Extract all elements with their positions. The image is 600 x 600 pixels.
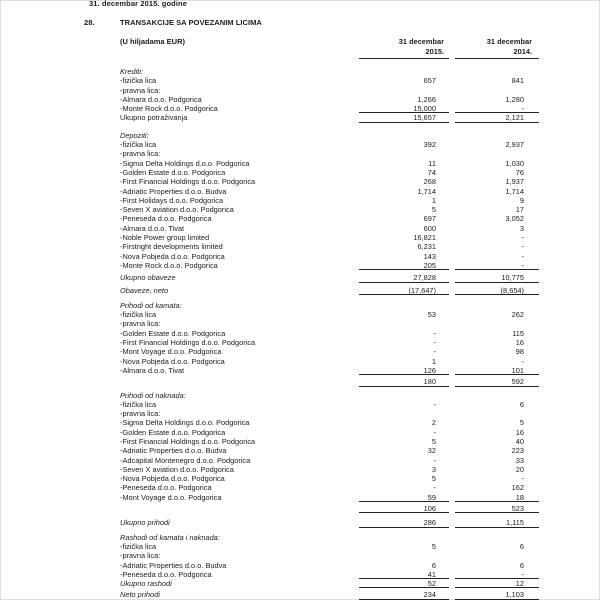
- table-row: [120, 377, 539, 386]
- row-label: -Almara d.o.o. Tivat: [120, 223, 185, 233]
- row-label: -fizička lica: [120, 140, 157, 150]
- column-header-2014-line1: 31 decembar: [486, 37, 532, 46]
- value-2015: 106: [359, 504, 449, 513]
- value-2014: 3,052: [505, 214, 524, 224]
- table-row: [120, 551, 539, 560]
- value-2015: 27,828: [359, 273, 449, 282]
- value-2014: 6: [519, 399, 524, 409]
- column-header-2015-line1: 31 decembar: [398, 37, 444, 46]
- value-2015: -: [433, 338, 436, 348]
- row-label: -fizička lica: [120, 541, 157, 551]
- value-2014: 2,121: [455, 113, 539, 122]
- value-2015: 32: [427, 446, 436, 456]
- table-row: [120, 400, 539, 409]
- value-2015: [359, 149, 449, 158]
- row-label: -Golden Estate d.o.o. Podgorica: [120, 167, 226, 177]
- row-label: -Nova Pobjeda d.o.o. Podgorica: [120, 356, 225, 366]
- row-label: -Adriatic Properties d.o.o. Budva: [120, 186, 227, 196]
- value-2014: -: [521, 251, 524, 261]
- value-2015: 1: [431, 356, 436, 366]
- value-2014: -: [455, 261, 539, 270]
- row-label: -Firstright developments limited: [120, 242, 223, 252]
- row-label: Ukupno prihodi: [120, 518, 170, 528]
- value-2015: [359, 131, 449, 140]
- value-2015: 41: [359, 570, 449, 579]
- table-row: [120, 196, 539, 205]
- table-row: [120, 67, 539, 76]
- row-label: -Peneseda d.o.o. Podgorica: [120, 214, 212, 224]
- row-label: -Nova Pobjeda d.o.o. Podgorica: [120, 474, 225, 484]
- table-row: [120, 446, 539, 455]
- table-row: [120, 205, 539, 214]
- value-2014: -: [455, 104, 539, 113]
- row-label: -Adriatic Properties d.o.o. Budva: [120, 446, 227, 456]
- row-label: -pravna lica:: [120, 149, 161, 159]
- column-header-2015: [359, 37, 449, 59]
- section-number: 28.: [84, 18, 95, 27]
- value-2014: 10,775: [455, 273, 539, 282]
- value-2014: 1,030: [505, 158, 524, 168]
- value-2014: 16: [515, 338, 524, 348]
- column-header-2014-line2: 2014.: [513, 46, 532, 56]
- row-label: Prihodi od kamata:: [120, 300, 182, 310]
- row-label: -First Financial Holdings d.o.o. Podgorica: [120, 177, 256, 187]
- row-label: -Golden Estate d.o.o. Podgorica: [120, 427, 226, 437]
- table-row: [120, 149, 539, 158]
- row-label: -First Financial Holdings d.o.o. Podgorica: [120, 436, 256, 446]
- value-2015: -: [433, 427, 436, 437]
- row-label: Obaveze, neto: [120, 285, 169, 295]
- row-label: Ukupno potraživanja: [120, 113, 188, 123]
- value-2015: [359, 551, 449, 560]
- value-2015: 5: [431, 474, 436, 484]
- table-row: [120, 590, 539, 599]
- value-2015: 52: [359, 579, 449, 588]
- row-label: -Mont Voyage d.o.o. Podgorica: [120, 347, 222, 357]
- row-label: Neto prihodi: [120, 590, 160, 600]
- row-label: -pravna lica:: [120, 85, 161, 95]
- table-row: [120, 86, 539, 95]
- value-2015: 5: [431, 205, 436, 215]
- value-2015: 143: [423, 251, 436, 261]
- value-2014: [455, 86, 539, 95]
- value-2014: -: [521, 356, 524, 366]
- row-label: Depoziti:: [120, 130, 149, 140]
- table-row: [120, 338, 539, 347]
- row-label: Krediti:: [120, 67, 144, 76]
- table-row: [120, 76, 539, 85]
- column-header-2015-line2: 2015.: [425, 46, 444, 56]
- row-label: -Peneseda d.o.o. Podgorica: [120, 569, 212, 579]
- value-2015: 3: [431, 464, 436, 474]
- row-label: -pravna lica:: [120, 551, 161, 561]
- value-2014: 9: [519, 195, 524, 205]
- row-label: -Monte Rock d.o.o. Podgorica: [120, 104, 218, 114]
- row-label: -Sigma Delta Holdings d.o.o. Podgorica: [120, 418, 250, 428]
- table-row: [120, 187, 539, 196]
- table-row: [120, 542, 539, 551]
- value-2015: 657: [423, 76, 436, 86]
- table-row: [120, 286, 539, 295]
- value-2014: [455, 149, 539, 158]
- value-2015: 126: [359, 366, 449, 375]
- row-label: Prihodi od naknada:: [120, 390, 186, 400]
- row-label: Rashodi od kamata i naknada:: [120, 532, 220, 542]
- table-row: [120, 518, 539, 527]
- value-2014: 841: [511, 76, 524, 86]
- value-2014: 1,280: [505, 94, 524, 104]
- row-label: -Golden Estate d.o.o. Podgorica: [120, 328, 226, 338]
- value-2014: 592: [455, 377, 539, 386]
- table-row: [120, 168, 539, 177]
- value-2015: [359, 67, 449, 76]
- table-row: [120, 301, 539, 310]
- value-2015: 392: [423, 140, 436, 150]
- table-row: [120, 252, 539, 261]
- table-row: [120, 428, 539, 437]
- value-2014: [455, 533, 539, 542]
- value-2015: 697: [423, 214, 436, 224]
- row-label: -Seven X aviation d.o.o. Podgorica: [120, 205, 234, 215]
- table-row: [120, 261, 539, 270]
- table-row: [120, 140, 539, 149]
- value-2014: -: [521, 474, 524, 484]
- row-label: -pravna lica:: [120, 409, 161, 419]
- table-row: [120, 409, 539, 418]
- value-2014: -: [521, 233, 524, 243]
- row-label: -fizička lica: [120, 310, 157, 320]
- row-label: -Mont Voyage d.o.o. Podgorica: [120, 492, 222, 502]
- value-2014: [455, 391, 539, 400]
- value-2015: 74: [427, 167, 436, 177]
- table-row: [120, 357, 539, 366]
- value-2015: 234: [359, 590, 449, 599]
- value-2015: 1,714: [417, 186, 436, 196]
- units-note: (U hiljadama EUR): [120, 37, 186, 46]
- value-2015: 5: [431, 436, 436, 446]
- table-header: [120, 37, 539, 59]
- value-2015: 268: [423, 177, 436, 187]
- value-2014: (8,654): [455, 286, 539, 295]
- table-row: [120, 483, 539, 492]
- value-2015: 1,266: [417, 94, 436, 104]
- value-2014: 6: [519, 560, 524, 570]
- value-2015: 5: [431, 541, 436, 551]
- row-label: -Seven X aviation d.o.o. Podgorica: [120, 464, 234, 474]
- value-2015: 1: [431, 195, 436, 205]
- row-label: -Almara d.o.o. Podgorica: [120, 94, 202, 104]
- value-2014: 40: [515, 436, 524, 446]
- value-2014: -: [521, 242, 524, 252]
- table-row: [120, 474, 539, 483]
- value-2014: [455, 131, 539, 140]
- value-2014: 6: [519, 541, 524, 551]
- value-2014: [455, 551, 539, 560]
- value-2015: 59: [359, 493, 449, 502]
- value-2015: 205: [359, 261, 449, 270]
- table-row: [120, 570, 539, 579]
- section-heading: [84, 18, 599, 27]
- value-2015: -: [433, 399, 436, 409]
- value-2015: [359, 391, 449, 400]
- value-2014: -: [455, 570, 539, 579]
- value-2015: [359, 86, 449, 95]
- value-2015: 11: [428, 158, 436, 168]
- row-label: [120, 377, 359, 386]
- value-2014: 17: [515, 205, 524, 215]
- value-2014: 76: [515, 167, 524, 177]
- value-2014: [455, 301, 539, 310]
- row-label: -Adriatic Properties d.o.o. Budva: [120, 560, 227, 570]
- table-row: [120, 104, 539, 113]
- table-body: [120, 67, 539, 600]
- value-2015: 600: [423, 223, 436, 233]
- table-row: [120, 347, 539, 356]
- table-row: [120, 177, 539, 186]
- row-label: -Adcapital Montenegro d.o.o. Podgorica: [120, 455, 251, 465]
- value-2015: 6: [431, 560, 436, 570]
- value-2015: [359, 301, 449, 310]
- value-2014: 262: [511, 310, 524, 320]
- row-label: Ukupno obaveze: [120, 273, 176, 283]
- table-row: [120, 366, 539, 375]
- table-row: [120, 242, 539, 251]
- table-row: [120, 493, 539, 502]
- value-2014: 1,115: [455, 518, 539, 527]
- value-2015: [359, 533, 449, 542]
- row-label: -Sigma Delta Holdings d.o.o. Podgorica: [120, 158, 250, 168]
- row-label: -First Holidays d.o.o. Podgorica: [120, 195, 224, 205]
- table-row: [120, 504, 539, 513]
- value-2015: -: [433, 328, 436, 338]
- value-2015: 2: [431, 418, 436, 428]
- row-label: Ukupno rashodi: [120, 579, 172, 589]
- value-2014: 98: [515, 347, 524, 357]
- table-row: [120, 437, 539, 446]
- value-2014: 5: [519, 418, 524, 428]
- table-row: [120, 391, 539, 400]
- value-2014: 20: [515, 464, 524, 474]
- row-label: -Almara d.o.o. Tivat: [120, 365, 185, 375]
- row-label: -fizička lica: [120, 399, 157, 409]
- value-2014: 1,103: [455, 590, 539, 599]
- value-2015: -: [433, 455, 436, 465]
- value-2015: [359, 319, 449, 328]
- table-row: [120, 159, 539, 168]
- value-2015: [359, 409, 449, 418]
- row-label: -First Financial Holdings d.o.o. Podgorica: [120, 338, 256, 348]
- value-2014: 162: [511, 483, 524, 493]
- row-label: -fizička lica: [120, 76, 157, 86]
- row-label: -pravna lica:: [120, 319, 161, 329]
- row-label: -Peneseda d.o.o. Podgorica: [120, 483, 212, 493]
- table-row: [120, 310, 539, 319]
- value-2014: 523: [455, 504, 539, 513]
- value-2015: (17,647): [359, 286, 449, 295]
- table-row: [120, 113, 539, 122]
- table-row: [120, 418, 539, 427]
- page-header-date: 31. decembar 2015. godine: [89, 0, 187, 8]
- value-2014: 33: [515, 455, 524, 465]
- table-row: [120, 579, 539, 588]
- table-row: [120, 273, 539, 282]
- table-row: [120, 465, 539, 474]
- table-row: [120, 214, 539, 223]
- row-label: -Noble Power group limited: [120, 233, 210, 243]
- value-2014: 16: [515, 427, 524, 437]
- value-2014: [455, 409, 539, 418]
- column-header-2014: [455, 37, 539, 59]
- value-2015: 6,231: [417, 242, 436, 252]
- value-2015: 16,821: [413, 233, 436, 243]
- value-2014: 101: [455, 366, 539, 375]
- table-row: [120, 319, 539, 328]
- value-2014: 1,937: [505, 177, 524, 187]
- value-2015: 286: [359, 518, 449, 527]
- table-row: [120, 533, 539, 542]
- value-2015: -: [433, 483, 436, 493]
- value-2014: 3: [519, 223, 524, 233]
- table-row: [120, 95, 539, 104]
- value-2014: 1,714: [505, 186, 524, 196]
- table-row: [120, 233, 539, 242]
- value-2015: 15,000: [359, 104, 449, 113]
- row-label: [120, 504, 359, 513]
- section-title: TRANSAKCIJE SA POVEZANIM LICIMA: [120, 18, 262, 27]
- table-row: [120, 224, 539, 233]
- value-2014: 12: [455, 579, 539, 588]
- table-row: [120, 329, 539, 338]
- value-2014: 115: [512, 328, 524, 338]
- value-2014: [455, 319, 539, 328]
- value-2015: -: [433, 347, 436, 357]
- table-row: [120, 456, 539, 465]
- value-2014: 223: [511, 446, 524, 456]
- table-row: [120, 131, 539, 140]
- value-2015: 15,657: [359, 113, 449, 122]
- value-2015: 180: [359, 377, 449, 386]
- table-row: [120, 561, 539, 570]
- row-label: -Monte Rock d.o.o. Podgorica: [120, 260, 218, 270]
- row-label: -Nova Pobjeda d.o.o. Podgorica: [120, 251, 225, 261]
- value-2014: 18: [455, 493, 539, 502]
- value-2015: 53: [427, 310, 436, 320]
- value-2014: [455, 67, 539, 76]
- value-2014: 2,937: [505, 140, 524, 150]
